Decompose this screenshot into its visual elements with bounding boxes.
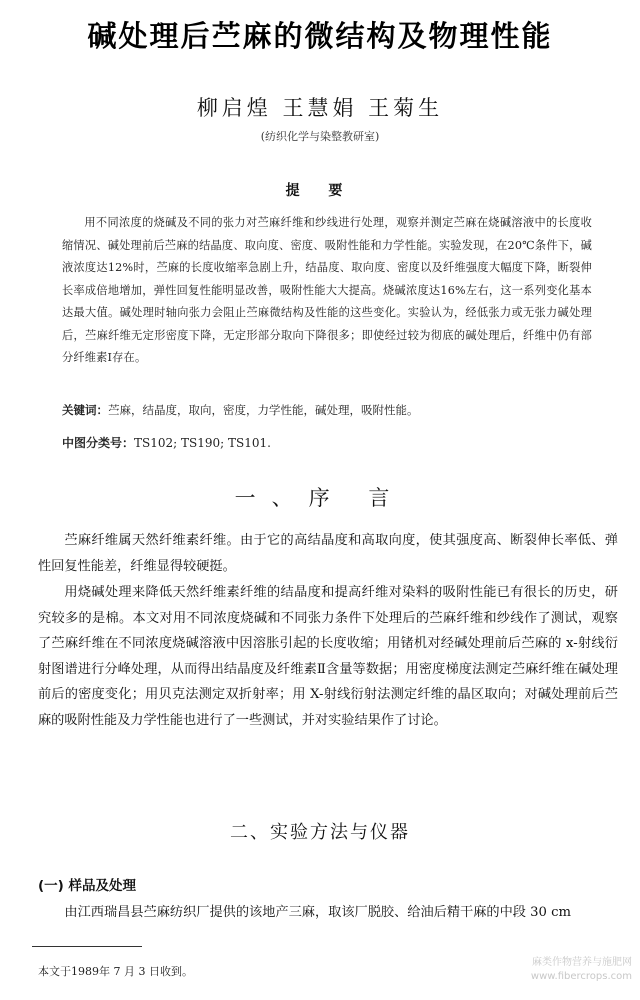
abstract-text: 用不同浓度的烧碱及不同的张力对苎麻纤维和纱线进行处理，观察并测定苎麻在烧碱溶液中的长度收缩情况、碱处理前后苎麻的结晶度、取向度、密度、吸附性能和力学性能。实验发现，在20℃条件下，碱液浓度达12%时，苎麻的长度收缩率急剧上升，结晶度、取向度、密度以及纤维强度大幅度下降，断裂伸长率成倍地增加，弹性回复性能明显改善，吸附性能大大提高。烧碱浓度达16%左右，这一系列变化基本达最大值。碱处理时轴向张力会阻止苎麻微结构及性能的这些变化。实验认为，经低张力或无张力碱处理后，苎麻纤维无定形密度下降，无定形部分取向下降很多；即使经过较为彻底的碱处理后，纤维中仍有部分纤维素Ⅰ存在。 xyxy=(62,216,592,364)
author-list: 柳启煌 王慧娟 王菊生 xyxy=(196,96,444,120)
methods-paragraph-1: 由江西瑞昌县苎麻纺织厂提供的该地产三麻，取该厂脱胶、给油后精干麻的中段 30 cm xyxy=(64,905,572,920)
abstract-heading: 提 要 xyxy=(285,183,355,199)
watermark-url: www.fibercrops.com xyxy=(530,971,632,982)
keywords-text: 苎麻，结晶度，取向，密度，力学性能，碱处理，吸附性能。 xyxy=(108,403,419,417)
intro-paragraph-2: 用烧碱处理来降低天然纤维素纤维的结晶度和提高纤维对染料的吸附性能已有很长的历史，研究较多的是棉。本文对用不同浓度烧碱和不同张力条件下处理后的苎麻纤维和纱线作了测试，观察了苎麻纤维在不同浓度烧碱溶液中因溶胀引起的长度收缩；用锗机对经碱处理前后苎麻的 x-射线衍射图谱进行分峰处理，从而得出结晶度及纤维素Ⅱ含量等数据；用密度梯度法测定苎麻纤维在碱处理前后的密度变化；用贝克法测定双折射率；用 X-射线衍射法测定纤维的晶区取向；对碱处理前后苎麻的吸附性能及力学性能也进行了一些测试，并对实验结果作了讨论。 xyxy=(38,585,618,728)
paper-title: 碱处理后苎麻的微结构及物理性能 xyxy=(87,19,553,53)
intro-paragraph-1: 苎麻纤维属天然纤维素纤维。由于它的高结晶度和高取向度，使其强度高、断裂伸长率低、弹性回复性能差，纤维显得较硬挺。 xyxy=(38,533,618,574)
site-watermark xyxy=(512,956,632,984)
keywords-line xyxy=(62,402,602,418)
classification-codes: TS102; TS190; TS101. xyxy=(134,436,271,450)
author-affiliation: (纺织化学与染整教研室) xyxy=(260,130,380,143)
subsection-heading-samples: (一) 样品及处理 xyxy=(38,878,137,894)
received-date-footnote: 本文于1989年 7 月 3 日收到。 xyxy=(38,965,193,978)
watermark-site-name: 麻类作物营养与施肥网 xyxy=(532,957,632,968)
classification-label: 中图分类号： xyxy=(62,436,135,450)
section-heading-introduction: 一、序 言 xyxy=(234,486,406,510)
classification-line xyxy=(62,434,602,451)
footnote-divider xyxy=(32,946,142,947)
keywords-label: 关键词： xyxy=(62,403,108,417)
section-heading-methods: 二、实验方法与仪器 xyxy=(230,822,410,843)
